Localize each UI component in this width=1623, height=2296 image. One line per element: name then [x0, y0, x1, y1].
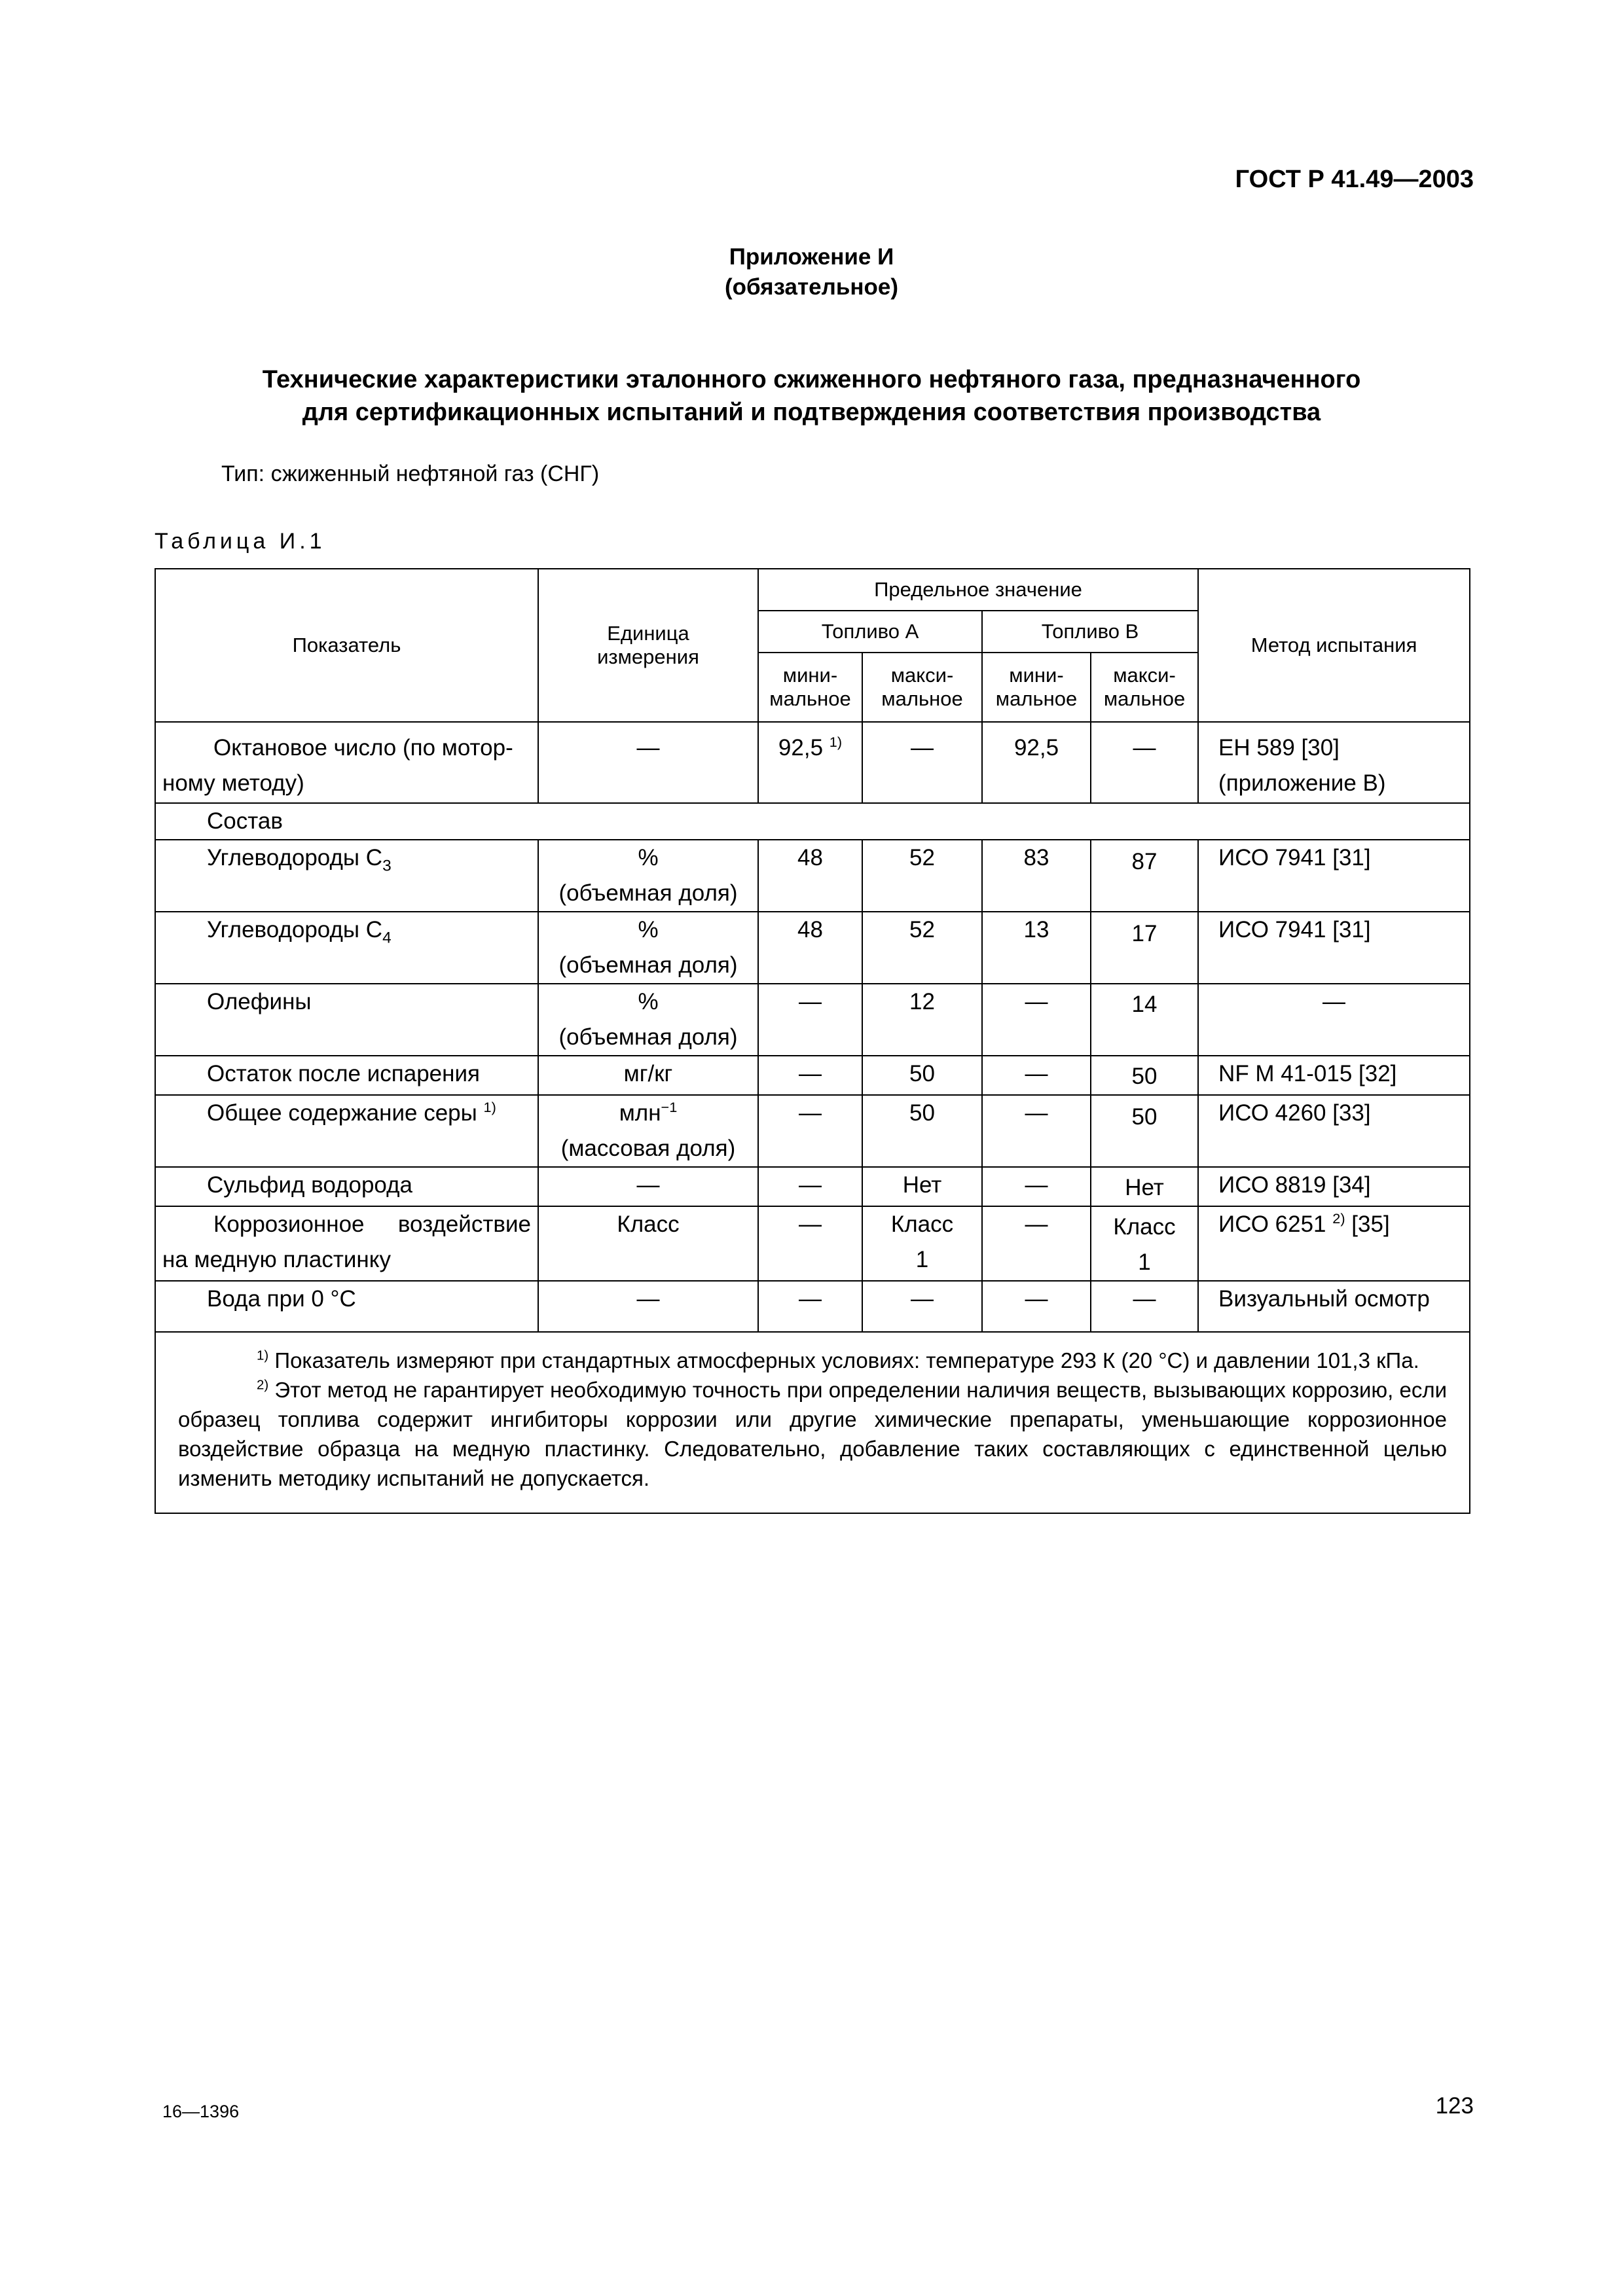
appendix-status: (обязательное)	[724, 274, 898, 300]
row-name-line-1: Октановое число (по мотор-	[213, 735, 513, 761]
row-b-min: —	[982, 1206, 1091, 1281]
row-unit	[538, 984, 758, 1056]
specification-table	[155, 568, 1470, 1514]
row-b-max: —	[1091, 1281, 1198, 1332]
row-b-max	[1091, 1206, 1198, 1281]
appendix-title: Приложение И	[729, 244, 894, 270]
footnote-ref: 1)	[829, 733, 843, 750]
row-name: Остаток после испарения	[155, 1056, 538, 1095]
document-code: ГОСТ Р 41.49—2003	[1235, 166, 1474, 193]
row-method: ИСО 7941 [31]	[1198, 912, 1470, 984]
row-b-min: —	[982, 1281, 1091, 1332]
row-unit: Класс	[538, 1206, 758, 1281]
row-b-max: Нет	[1091, 1167, 1198, 1206]
unit-line-1: %	[638, 845, 659, 870]
row-name: Вода при 0 °С	[155, 1281, 538, 1332]
row-group-composition: Состав	[155, 803, 1470, 840]
row-b-max: 50	[1091, 1095, 1198, 1167]
row-b-max: —	[1091, 722, 1198, 803]
row-name-text: Общее содержание серы	[207, 1100, 477, 1126]
footnote-text: Показатель измеряют при стандартных атмосферных условиях: температуре 293 К (20 °С) и давлении 101,3 кПа.	[274, 1348, 1419, 1372]
row-method: —	[1198, 984, 1470, 1056]
table-row	[155, 1281, 1470, 1332]
row-method-line-2: (приложение В)	[1218, 770, 1386, 796]
fuel-type-line: Тип: сжиженный нефтяной газ (СНГ)	[221, 461, 600, 486]
header-fuel-a: Топливо А	[758, 611, 982, 653]
row-a-min: —	[758, 1056, 862, 1095]
row-a-max	[862, 1206, 982, 1281]
header-unit	[538, 569, 758, 722]
row-name	[155, 840, 538, 912]
footnote-2	[178, 1375, 1447, 1493]
row-a-min	[758, 722, 862, 803]
table-row	[155, 1095, 1470, 1167]
row-method-line-1: ЕН 589 [30]	[1218, 735, 1340, 761]
header-max-line-2: мальное	[1103, 687, 1186, 710]
table-notes-row	[155, 1332, 1470, 1513]
row-a-max: Нет	[862, 1167, 982, 1206]
footnote-mark: 1)	[257, 1348, 269, 1363]
value-line-2: 1	[915, 1247, 929, 1272]
subscript: 3	[382, 857, 392, 875]
appendix-heading	[0, 242, 1623, 302]
row-unit	[538, 840, 758, 912]
table-label: Таблица И.1	[155, 529, 326, 554]
row-b-min: 92,5	[982, 722, 1091, 803]
row-a-max: 12	[862, 984, 982, 1056]
row-method: ИСО 8819 [34]	[1198, 1167, 1470, 1206]
row-b-max: 14	[1091, 984, 1198, 1056]
value-line-1: Класс	[890, 1211, 954, 1237]
header-fuel-b: Топливо В	[982, 611, 1198, 653]
subscript: 4	[382, 929, 392, 947]
row-a-min: —	[758, 1167, 862, 1206]
table-notes	[155, 1332, 1470, 1513]
footnote-ref: 1)	[483, 1098, 496, 1115]
row-b-min: 13	[982, 912, 1091, 984]
row-a-max: 52	[862, 912, 982, 984]
row-a-max: —	[862, 722, 982, 803]
value-line-2: 1	[1138, 1249, 1151, 1275]
unit-line-1	[545, 1096, 751, 1131]
row-a-max: 52	[862, 840, 982, 912]
method-ref: [35]	[1351, 1211, 1390, 1237]
footnote-mark: 2)	[257, 1377, 269, 1393]
unit-line-2: (объемная доля)	[558, 880, 738, 906]
header-max-line-1: макси-	[890, 664, 954, 687]
row-method	[1198, 1206, 1470, 1281]
row-name-line-1: Коррозионное воздействие	[213, 1211, 531, 1237]
header-min-line-2: мальное	[769, 687, 851, 710]
row-unit	[538, 1095, 758, 1167]
header-unit-line-2: измерения	[597, 645, 699, 668]
unit-exponent: −1	[661, 1098, 678, 1115]
header-fuel-a-max	[862, 653, 982, 722]
row-name: Олефины	[155, 984, 538, 1056]
row-b-min: —	[982, 984, 1091, 1056]
header-limit-value: Предельное значение	[758, 569, 1198, 611]
header-min-line-2: мальное	[995, 687, 1078, 710]
page-number: 123	[1435, 2093, 1474, 2119]
row-a-min: 48	[758, 840, 862, 912]
value: 92,5	[778, 735, 824, 761]
row-a-max: —	[862, 1281, 982, 1332]
sheet-code: 16—1396	[162, 2102, 240, 2121]
unit-text: млн	[619, 1100, 661, 1126]
table-row	[155, 912, 1470, 984]
table-row	[155, 1167, 1470, 1206]
value-line-1: Класс	[1113, 1214, 1176, 1240]
row-name	[155, 722, 538, 803]
header-min-line-1: мини-	[782, 664, 838, 687]
unit-line-2: (объемная доля)	[558, 952, 738, 978]
unit-line-1: %	[638, 917, 659, 942]
header-unit-line-1: Единица	[607, 622, 689, 645]
header-fuel-b-max	[1091, 653, 1198, 722]
row-unit: —	[538, 1167, 758, 1206]
row-name	[155, 1095, 538, 1167]
row-unit	[538, 912, 758, 984]
row-a-min: —	[758, 984, 862, 1056]
row-b-max: 17	[1091, 912, 1198, 984]
row-b-min: 83	[982, 840, 1091, 912]
header-max-line-1: макси-	[1113, 664, 1176, 687]
row-name	[155, 1206, 538, 1281]
header-fuel-b-min	[982, 653, 1091, 722]
unit-line-1: %	[638, 989, 659, 1014]
header-fuel-a-min	[758, 653, 862, 722]
row-unit: —	[538, 722, 758, 803]
row-a-min: 48	[758, 912, 862, 984]
row-b-min: —	[982, 1095, 1091, 1167]
row-b-max: 50	[1091, 1056, 1198, 1095]
header-method: Метод испытания	[1198, 569, 1470, 722]
row-name-line-2: на медную пластинку	[162, 1247, 391, 1272]
table-header	[155, 569, 1470, 722]
header-indicator: Показатель	[155, 569, 538, 722]
row-a-max: 50	[862, 1095, 982, 1167]
row-name-line-2: ному методу)	[162, 770, 304, 796]
row-a-min: —	[758, 1095, 862, 1167]
title-line-2: для сертификационных испытаний и подтверждения соответствия производства	[302, 399, 1321, 426]
table-row	[155, 1056, 1470, 1095]
table-row	[155, 803, 1470, 840]
table-row	[155, 840, 1470, 912]
footnote-text: Этот метод не гарантирует необходимую точность при определении наличия веществ, вызывающих коррозию, если образец топлива содержит ингибиторы коррозии или другие химические препараты, уменьшающие коррозионное воздействие образца на медную пластинку. Следовательно, добавление таких составляющих с единственной целью изменить методику испытаний не допускается.	[178, 1378, 1448, 1490]
table-row	[155, 984, 1470, 1056]
row-unit: —	[538, 1281, 758, 1332]
footnote-ref: 2)	[1332, 1210, 1345, 1227]
row-name-text: Углеводороды С	[207, 917, 383, 942]
table-row	[155, 722, 1470, 803]
row-method	[1198, 722, 1470, 803]
title-line-1: Технические характеристики эталонного сжиженного нефтяного газа, предназначенного	[262, 366, 1361, 393]
row-a-max: 50	[862, 1056, 982, 1095]
row-b-max: 87	[1091, 840, 1198, 912]
row-a-min: —	[758, 1281, 862, 1332]
row-method: Визуальный осмотр	[1198, 1281, 1470, 1332]
footnote-1	[178, 1346, 1447, 1375]
method-text: ИСО 6251	[1218, 1211, 1326, 1237]
header-max-line-2: мальное	[881, 687, 963, 710]
row-name: Сульфид водорода	[155, 1167, 538, 1206]
document-title	[0, 363, 1623, 429]
row-b-min: —	[982, 1056, 1091, 1095]
unit-line-2: (массовая доля)	[560, 1136, 736, 1161]
table-row	[155, 1206, 1470, 1281]
row-method: ИСО 4260 [33]	[1198, 1095, 1470, 1167]
row-b-min: —	[982, 1167, 1091, 1206]
unit-line-2: (объемная доля)	[558, 1024, 738, 1050]
row-unit: мг/кг	[538, 1056, 758, 1095]
row-method: ИСО 7941 [31]	[1198, 840, 1470, 912]
row-name	[155, 912, 538, 984]
row-name-text: Углеводороды С	[207, 845, 383, 870]
row-method: NF M 41-015 [32]	[1198, 1056, 1470, 1095]
header-min-line-1: мини-	[1009, 664, 1064, 687]
row-a-min: —	[758, 1206, 862, 1281]
